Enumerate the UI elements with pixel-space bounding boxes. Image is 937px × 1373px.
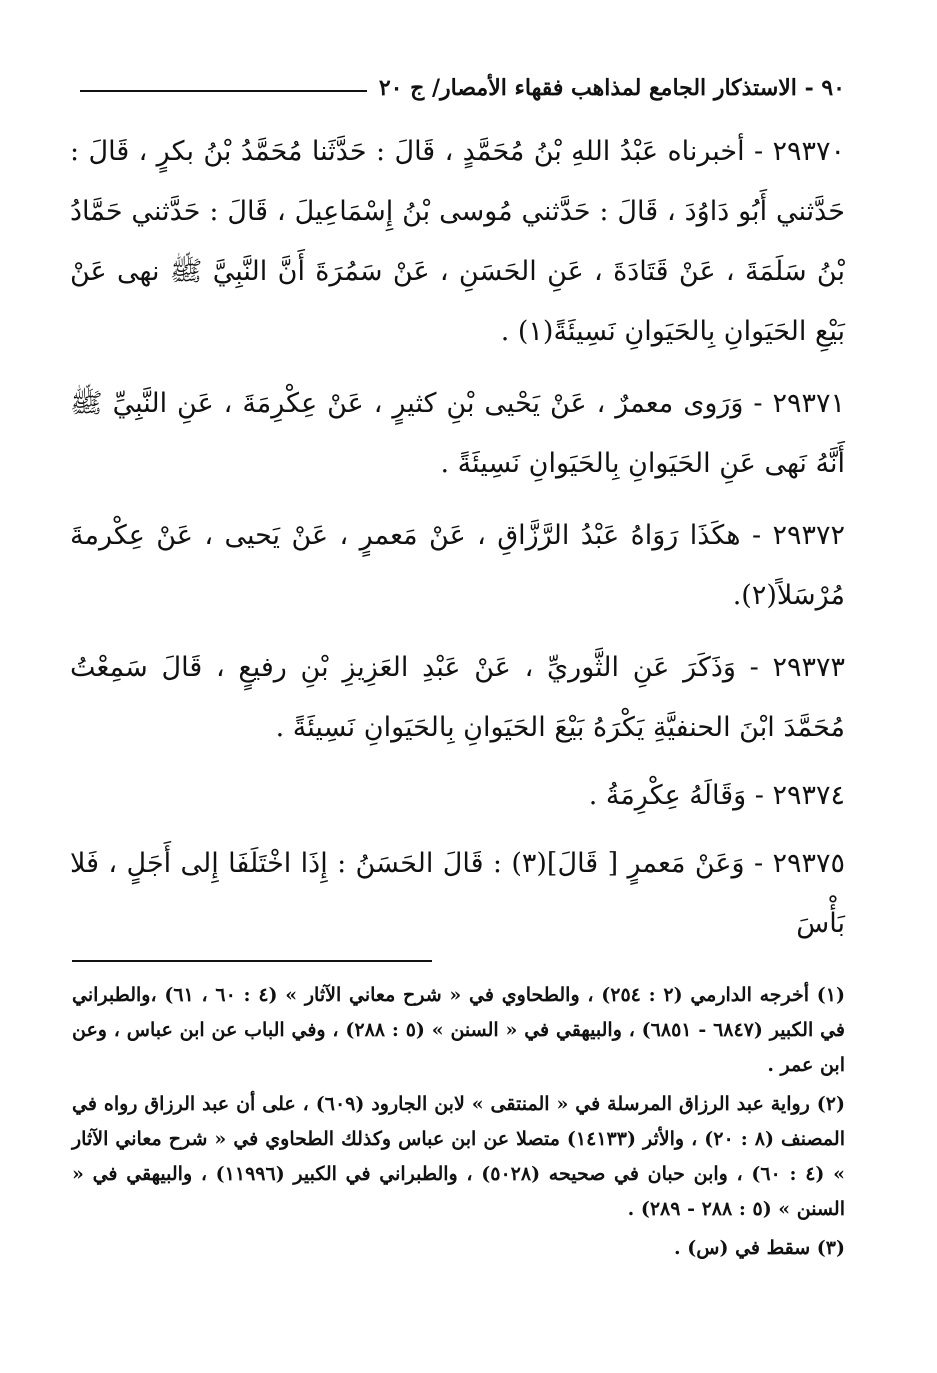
main-text (70, 122, 845, 954)
footnote-2: (٢) رواية عبد الرزاق المرسلة في « المنتقى » لابن الجارود (٦٠٩) ، على أن عبد الرزاق رواه في المصنف (٨ : ٢٠) ، والأثر (١٤١٣٣) متصلا عن ابن عباس وكذلك الطحاوي في « شرح معاني الآثار » (٤ : ٦٠) ، وابن حبان في صحيحه (٥٠٢٨) ، والطبراني في الكبير (١١٩٩٦) ، والبيهقي في « السنن » (٥ : ٢٨٨ - ٢٨٩) . (72, 1093, 845, 1220)
paragraph-29371: ٢٩٣٧١ - وَرَوى معمرٌ ، عَنْ يَحْيى بْنِ كثيرٍ ، عَنْ عِكْرِمَةَ ، عَنِ النَّبِيِّ ﷺ أَنَّهُ نَهى عَنِ الحَيَوانِ بِالحَيَوانِ نَسِيئَةً . (70, 388, 845, 479)
paragraph-29374: ٢٩٣٧٤ - وَقَالَهُ عِكْرِمَةُ . (588, 780, 845, 811)
paragraph-29373: ٢٩٣٧٣ - وَذَكَرَ عَنِ الثَّوريِّ ، عَنْ عَبْدِ العَزِيزِ بْنِ رفيعٍ ، قَالَ سَمِعْتُ مُحَمَّدَ ابْنَ الحنفيَّةِ يَكْرَهُ بَيْعَ الحَيَوانِ بِالحَيَوانِ نَسِيئَةً . (70, 652, 845, 743)
paragraph-29372: ٢٩٣٧٢ - هكَذَا رَوَاهُ عَبْدُ الرَّزَّاقِ ، عَنْ مَعمرٍ ، عَنْ يَحيى ، عَنْ عِكْرمةَ مُرْسَلاً(٢). (70, 520, 845, 611)
footnotes (72, 978, 845, 1270)
footnote-separator (72, 960, 432, 962)
running-header (80, 68, 845, 108)
paragraph-29375: ٢٩٣٧٥ - وَعَنْ مَعمرٍ [ قَالَ](٣) : قَالَ الحَسَنُ : إِذَا اخْتَلَفَا إِلى أَجَلٍ ، فَلا بَأْسَ (70, 848, 845, 939)
paragraph-29370: ٢٩٣٧٠ - أخبرناه عَبْدُ اللهِ بْنُ مُحَمَّدٍ ، قَالَ : حَدَّثَنا مُحَمَّدُ بْنُ بكرٍ ، قَالَ : حَدَّثني أَبُو دَاوُدَ ، قَالَ : حَدَّثني مُوسى بْنُ إِسْمَاعِيلَ ، قَالَ : حَدَّثني حَمَّادُ بْنُ سَلَمَةَ ، عَنْ قَتَادَةَ ، عَنِ الحَسَنِ ، عَنْ سَمُرَةَ أَنَّ النَّبِيَّ ﷺ نهى عَنْ بَيْعِ الحَيَوانِ بِالحَيَوانِ نَسِيئَةً(١) . (70, 136, 845, 347)
header-rule (80, 90, 367, 92)
footnote-1: (١) أخرجه الدارمي (٢ : ٢٥٤) ، والطحاوي في « شرح معاني الآثار » (٤ : ٦٠ ، ٦١) ،والطبراني في الكبير (٦٨٤٧ - ٦٨٥١) ، والبيهقي في « السنن » (٥ : ٢٨٨) ، وفي الباب عن ابن عباس ، وعن ابن عمر . (72, 984, 845, 1076)
footnote-3: (٣) سقط في (س) . (674, 1237, 845, 1259)
header-title: ٩٠ - الاستذكار الجامع لمذاهب فقهاء الأمصار/ ج ٢٠ (378, 75, 845, 101)
